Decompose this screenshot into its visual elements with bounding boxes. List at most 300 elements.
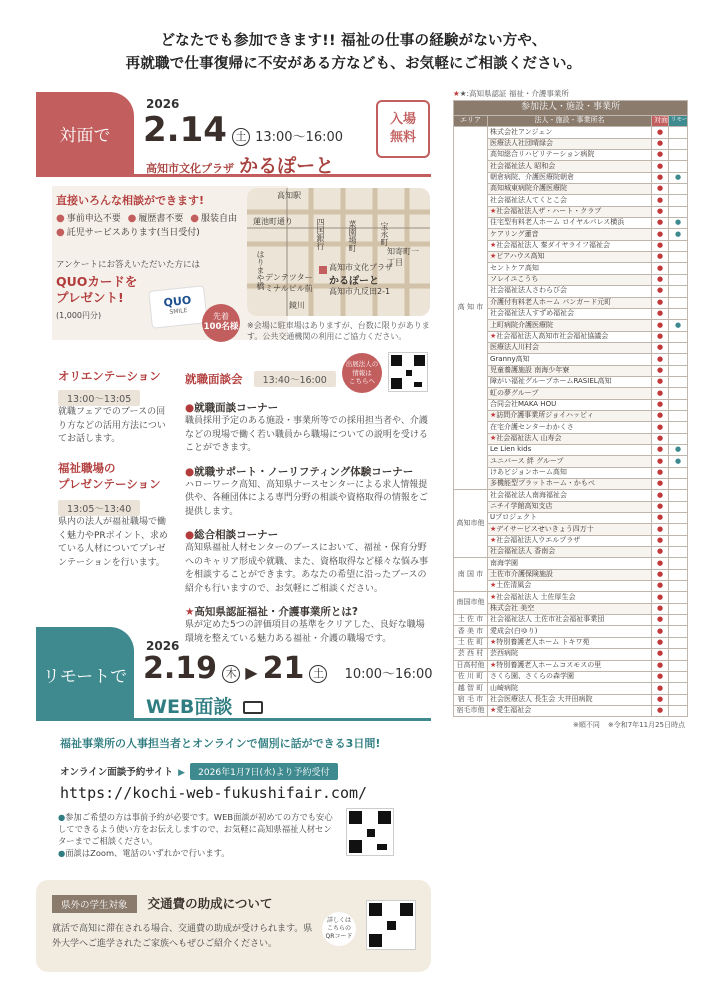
table-row xyxy=(454,240,688,251)
table-footer xyxy=(453,720,687,730)
facility-name xyxy=(488,308,652,319)
student-tag: 県外の学生対象 xyxy=(52,895,137,913)
remote-mark xyxy=(669,365,688,376)
facility-name-text: ピアハウス高知 xyxy=(496,252,545,261)
face-mark: ● xyxy=(652,433,669,444)
remote-mark xyxy=(669,592,688,603)
map-address: 高知市九反田2-1 xyxy=(329,287,391,296)
facility-name xyxy=(488,342,652,353)
face-mark: ● xyxy=(652,535,669,546)
table-row xyxy=(454,286,688,297)
table-row xyxy=(454,150,688,161)
remote-date-start: 2.19 xyxy=(143,651,218,686)
transport-header xyxy=(52,893,272,913)
facility-name xyxy=(488,547,652,558)
facility-name xyxy=(488,467,652,478)
facility-name xyxy=(488,399,652,410)
face-mark: ● xyxy=(652,184,669,195)
face-mark: ● xyxy=(652,320,669,331)
headline-line1: どなたでも参加できます!! 福祉の仕事の経験がない方や、 xyxy=(160,33,547,49)
col-area: エリア xyxy=(454,116,488,127)
area-cell: 高知市他 xyxy=(454,490,488,558)
quo-line2: プレゼント! xyxy=(56,290,124,305)
certified-star-icon: ★ xyxy=(490,411,497,420)
remote-mark xyxy=(669,581,688,592)
table-row xyxy=(454,615,688,626)
remote-mark xyxy=(669,683,688,694)
face-mark: ● xyxy=(652,263,669,274)
table-row xyxy=(454,422,688,433)
corner-list xyxy=(185,400,430,646)
table-row xyxy=(454,342,688,353)
table-row xyxy=(454,308,688,319)
remote-date-end: 21 xyxy=(262,651,305,686)
transport-title: 交通費の助成について xyxy=(147,896,273,911)
face-mark: ● xyxy=(652,649,669,660)
corner-1-text: 職員採用予定のある施設・事業所等での採用担当者や、介護などの現場で働く若い職員から職場についての説明を受けることができます。 xyxy=(185,416,428,453)
table-legend: ★★:高知県認証 福祉・介護事業所 xyxy=(453,89,569,98)
facility-name-text: 社会福祉法人南海福祉会 xyxy=(490,490,567,499)
remote-lead: 福祉事業所の人事担当者とオンラインで個別に話ができる3日間! xyxy=(60,737,381,750)
remote-mark xyxy=(669,410,688,421)
facility-name-text: 在宅介護センターわかくさ xyxy=(490,422,574,431)
facility-name xyxy=(488,592,652,603)
table-row xyxy=(454,683,688,694)
facility-name-text: 訪問介護事業所ジョイハッピィ xyxy=(496,411,594,420)
remote-mark xyxy=(669,513,688,524)
facility-name-text: 株式会社 美空 xyxy=(490,604,535,613)
facility-name xyxy=(488,422,652,433)
transport-qr-code[interactable] xyxy=(366,900,416,950)
free-entry-badge xyxy=(376,100,430,158)
area-cell: 宿毛市他 xyxy=(454,705,488,716)
facility-name-text: Uプロジェクト xyxy=(490,513,537,522)
remote-dow-end: 土 xyxy=(309,665,327,683)
table-row xyxy=(454,252,688,263)
table-row xyxy=(454,592,688,603)
facility-name-text: けあビジョンホーム高知 xyxy=(490,467,567,476)
area-cell: 南国市他 xyxy=(454,592,488,615)
remote-mark xyxy=(669,127,688,138)
facility-name xyxy=(488,286,652,297)
remote-mark xyxy=(669,195,688,206)
remote-mark: ● xyxy=(669,320,688,331)
remote-mark xyxy=(669,206,688,217)
facility-name xyxy=(488,581,652,592)
free-badge-line2: 無料 xyxy=(389,130,416,145)
facility-name xyxy=(488,490,652,501)
map-venue-label: 高知市文化プラザ xyxy=(329,263,393,272)
table-row xyxy=(454,195,688,206)
face-mark: ● xyxy=(652,195,669,206)
map-bank: 四国銀行 xyxy=(316,218,325,250)
certified-star-icon: ★ xyxy=(490,660,497,669)
map-harimaya: はりまや橋 xyxy=(256,250,265,290)
certified-star-icon: ★ xyxy=(490,536,497,545)
presentation-time xyxy=(58,497,140,516)
facility-name xyxy=(488,410,652,421)
facility-name-text: 愛成会(白ゆり) xyxy=(490,626,538,635)
remote-mark: ● xyxy=(669,172,688,183)
facility-name-text: 社会福祉法人すずめ福祉会 xyxy=(490,309,575,318)
certified-star-icon: ★ xyxy=(490,207,497,216)
face-mark: ● xyxy=(652,274,669,285)
remote-time: 10:00〜16:00 xyxy=(344,667,433,682)
facility-name xyxy=(488,694,652,705)
facility-name-text: 虹の夢グループ xyxy=(490,388,539,397)
remote-year: 2026 xyxy=(146,639,180,653)
site-label: オンライン面談予約サイト xyxy=(60,767,174,778)
table-title: 参加法人・施設・事業所 xyxy=(454,101,688,116)
facility-name xyxy=(488,320,652,331)
facility-name xyxy=(488,501,652,512)
area-cell: 土 佐 市 xyxy=(454,615,488,626)
presentation-time-pill: 13:05〜13:40 xyxy=(58,500,140,516)
remote-mark xyxy=(669,342,688,353)
remote-mark xyxy=(669,479,688,490)
headline xyxy=(0,30,707,76)
face-mark: ● xyxy=(652,297,669,308)
facility-name-text: 社会福祉法人高知市社会福祉協議会 xyxy=(496,331,609,340)
table-row xyxy=(454,467,688,478)
remote-note-2: ●面談はZoom、電話のいずれかで行います。 xyxy=(58,848,230,858)
quo-card-smile: SMILE xyxy=(169,307,188,316)
certified-star-icon: ★ xyxy=(490,241,497,250)
table-row xyxy=(454,161,688,172)
feature-list xyxy=(56,211,237,224)
facility-name-text: 社会福祉法人 昭和会 xyxy=(490,161,556,170)
facility-name-text: 特別養護老人ホーム トキワ苑 xyxy=(496,638,590,647)
face-mark: ● xyxy=(652,365,669,376)
facility-name xyxy=(488,252,652,263)
remote-mark xyxy=(669,649,688,660)
facility-name xyxy=(488,569,652,580)
facility-name-text: 山崎病院 xyxy=(490,683,518,692)
facility-name-text: 合同会社MAKA HOU xyxy=(490,399,557,408)
remote-mark xyxy=(669,422,688,433)
laptop-icon xyxy=(243,701,263,714)
facility-name xyxy=(488,127,652,138)
reservation-qr-code[interactable] xyxy=(346,808,394,856)
table-row xyxy=(454,524,688,535)
face-mark: ● xyxy=(652,286,669,297)
facility-name xyxy=(488,388,652,399)
quo-card-logo: QUO xyxy=(162,293,192,310)
web-interview-title xyxy=(146,692,263,719)
facility-name xyxy=(488,172,652,183)
table-row xyxy=(454,206,688,217)
facility-name xyxy=(488,274,652,285)
remote-mark xyxy=(669,308,688,319)
facility-name-text: 特別養護老人ホームコスモスの里 xyxy=(496,660,602,669)
face-year: 2026 xyxy=(146,97,180,111)
corner-2-title: ●就職サポート・ノーリフティング体験コーナー xyxy=(185,465,414,478)
face-mark: ● xyxy=(652,150,669,161)
first-badge-line2: 100名様 xyxy=(203,322,239,332)
table-row xyxy=(454,547,688,558)
face-tag: 対面で xyxy=(36,92,134,174)
transport-text: 就活で高知に滞在される場合、交通費の助成が受けられます。県外大学へご進学されたご家族へもぜひご紹介ください。 xyxy=(52,924,313,949)
facility-name xyxy=(488,444,652,455)
remote-mark xyxy=(669,297,688,308)
corner-2-text: ハローワーク高知、高知県ナースセンターによる求人情報提供や、各種団体による専門分野の相談や資格取得の情報をご提供します。 xyxy=(185,479,428,517)
certified-star-icon: ★ xyxy=(490,592,497,601)
area-cell: 宿 毛 市 xyxy=(454,694,488,705)
facility-name-text: 社会福祉法人ウエルプラザ xyxy=(496,536,581,545)
face-datetime xyxy=(143,110,343,150)
col-remote: リモート xyxy=(669,116,688,127)
facility-name xyxy=(488,456,652,467)
table-row xyxy=(454,184,688,195)
transport-qr-note xyxy=(322,912,356,946)
face-mark: ● xyxy=(652,172,669,183)
facility-name xyxy=(488,150,652,161)
facility-name-text: Granny高知 xyxy=(490,354,530,363)
face-mark: ● xyxy=(652,161,669,172)
remote-mark xyxy=(669,671,688,682)
facility-name-text: 社会福祉法人 土佐厚生会 xyxy=(496,592,576,601)
face-mark: ● xyxy=(652,569,669,580)
free-badge-line1: 入場 xyxy=(389,112,416,127)
table-row xyxy=(454,671,688,682)
area-cell: 日高村他 xyxy=(454,660,488,671)
table-row xyxy=(454,637,688,648)
remote-mark xyxy=(669,501,688,512)
corner-3-text: 高知県福祉人材センターのブースにおいて、福祉・保育分野へのキャリア形成や就職、また、資格取得など様々な悩み事を相談することができます。あなたの希望に沿ったブースの紹介も行いますので、お気軽にご相談ください。 xyxy=(185,543,429,594)
qr-badge-2: 情報は xyxy=(352,368,372,377)
facility-name-text: 医療法人社団晴緑会 xyxy=(490,139,553,147)
quo-intro: アンケートにお答えいただいた方には xyxy=(56,260,200,270)
table-row xyxy=(454,660,688,671)
remote-mark xyxy=(669,433,688,444)
face-mark: ● xyxy=(652,513,669,524)
remote-mark xyxy=(669,274,688,285)
facility-name xyxy=(488,218,652,229)
facility-name xyxy=(488,524,652,535)
certified-star-icon: ★ xyxy=(490,331,497,340)
orientation-text: 就職フェアでのブースの回り方などの活用方法についてお話します。 xyxy=(58,407,166,444)
remote-mark: ● xyxy=(669,456,688,467)
qr-note-2: こちらの xyxy=(326,925,351,932)
consult-title: 直接いろんな相談ができます! xyxy=(56,194,205,207)
facility-name xyxy=(488,705,652,716)
childcare: ● 託児サービスあります(当日受付) xyxy=(56,225,200,238)
certified-star-icon: ★ xyxy=(490,581,497,590)
face-mark: ● xyxy=(652,501,669,512)
facility-name-text: 障がい福祉グループホームRASIEL高知 xyxy=(490,377,612,386)
area-cell: 南 国 市 xyxy=(454,558,488,592)
table-row xyxy=(454,229,688,240)
arrow-right-icon: ▶ xyxy=(178,768,186,778)
table-row xyxy=(454,331,688,342)
qr-badge-1: 出展法人の xyxy=(345,360,379,368)
face-mark: ● xyxy=(652,240,669,251)
remote-mark xyxy=(669,569,688,580)
table-row xyxy=(454,297,688,308)
face-mark: ● xyxy=(652,388,669,399)
face-mark: ● xyxy=(652,229,669,240)
table-row xyxy=(454,649,688,660)
remote-mark: ● xyxy=(669,218,688,229)
face-time: 13:00〜16:00 xyxy=(255,130,344,145)
face-mark: ● xyxy=(652,376,669,387)
table-row xyxy=(454,388,688,399)
qr-note-3: QRコード xyxy=(325,933,353,940)
col-name: 法人・施設・事業所名 xyxy=(488,116,652,127)
presentation-title xyxy=(58,460,161,492)
certified-star-icon: ★ xyxy=(490,433,497,442)
remote-mark xyxy=(669,705,688,716)
facility-name-text: 社会福祉法人ザ・ハート・クラブ xyxy=(496,207,602,216)
presentation-title-2: プレゼンテーション xyxy=(58,477,161,491)
facility-name-text: 土佐市介護保険施設 xyxy=(490,570,553,579)
face-mark: ● xyxy=(652,592,669,603)
transport-panel xyxy=(36,880,431,972)
footer-right: ※令和7年11月25日時点 xyxy=(607,721,685,730)
map-saienba: 菜園場町 xyxy=(348,220,357,252)
certified-title: ★高知県認証福祉・介護事業所とは? xyxy=(185,606,359,618)
face-mark: ● xyxy=(652,626,669,637)
facility-name xyxy=(488,195,652,206)
remote-mark xyxy=(669,240,688,251)
facility-name xyxy=(488,365,652,376)
table-row xyxy=(454,274,688,285)
table-body xyxy=(454,127,688,717)
facility-name xyxy=(488,615,652,626)
face-mark: ● xyxy=(652,206,669,217)
remote-mark xyxy=(669,331,688,342)
map-river: 鏡川 xyxy=(289,301,305,310)
facility-name-text: 社会福祉法人てくとこ会 xyxy=(490,195,567,204)
remote-mark xyxy=(669,694,688,705)
facility-name xyxy=(488,138,652,149)
remote-mark xyxy=(669,399,688,410)
face-mark: ● xyxy=(652,705,669,716)
remote-mark xyxy=(669,524,688,535)
face-mark: ● xyxy=(652,615,669,626)
exhibitor-qr-code[interactable] xyxy=(388,352,428,392)
footer-left: ※順不同 xyxy=(573,721,600,730)
face-mark: ● xyxy=(652,558,669,569)
feature-1: ● 事前申込不要 xyxy=(56,214,121,224)
quo-line1: QUOカードを xyxy=(56,274,138,289)
table-row xyxy=(454,263,688,274)
table-row xyxy=(454,172,688,183)
face-mark: ● xyxy=(652,671,669,682)
table-row xyxy=(454,603,688,614)
qr-badge-3: こちらへ xyxy=(349,377,375,385)
facility-name-text: 社会福祉法人 土佐市社会福祉事業団 xyxy=(490,615,605,624)
facility-name xyxy=(488,660,652,671)
facility-name xyxy=(488,603,652,614)
remote-datetime xyxy=(143,651,433,686)
orientation-title: オリエンテーション xyxy=(58,369,161,383)
face-mark: ● xyxy=(652,218,669,229)
map-hoei: 宝永町 xyxy=(380,222,389,246)
face-mark: ● xyxy=(652,524,669,535)
remote-mark xyxy=(669,354,688,365)
facility-name xyxy=(488,184,652,195)
table-row xyxy=(454,558,688,569)
facility-name-text: 高知城東病院介護医療院 xyxy=(490,184,567,193)
interview-header xyxy=(185,368,336,387)
table-row xyxy=(454,581,688,592)
facility-name xyxy=(488,649,652,660)
facility-name-text: 社会福祉法人 香南会 xyxy=(490,547,556,556)
map-street: 蓮池町通り xyxy=(253,217,293,226)
remote-tag: リモートで xyxy=(36,627,134,721)
facility-name xyxy=(488,229,652,240)
corner-3-title: ●総合相談コーナー xyxy=(185,529,279,541)
remote-mark xyxy=(669,626,688,637)
area-cell: 越 智 町 xyxy=(454,683,488,694)
participants-table xyxy=(453,100,693,730)
corner-1-title: ●就職面談コーナー xyxy=(185,402,279,414)
map-venue-name: かるぽーと xyxy=(329,276,379,287)
remote-mark xyxy=(669,263,688,274)
facility-name xyxy=(488,626,652,637)
arrow-icon: ▶ xyxy=(245,663,258,682)
face-mark: ● xyxy=(652,694,669,705)
certified-star-icon: ★ xyxy=(490,706,497,715)
face-date: 2.14 xyxy=(143,110,227,150)
facility-name-text: 多機能型ブラットホーム・かもべ xyxy=(490,479,595,488)
area-cell: 土 佐 町 xyxy=(454,637,488,648)
facility-name-text: 児童養護施設 南海少年寮 xyxy=(490,365,570,374)
first-badge-line1: 先着 xyxy=(213,312,229,321)
face-mark: ● xyxy=(652,138,669,149)
remote-mark: ● xyxy=(669,229,688,240)
face-mark: ● xyxy=(652,479,669,490)
face-mark: ● xyxy=(652,603,669,614)
venue-name: かるぽーと xyxy=(239,155,335,177)
face-mark: ● xyxy=(652,422,669,433)
facility-name-text: Le Lien kids xyxy=(490,445,532,454)
area-cell: 香 美 市 xyxy=(454,626,488,637)
facility-name xyxy=(488,161,652,172)
area-cell: 佐 川 町 xyxy=(454,671,488,682)
remote-mark xyxy=(669,535,688,546)
facility-name xyxy=(488,479,652,490)
remote-note-1: ●参加ご希望の方は事前予約が必要です。WEB面談が初めての方でも安心してできるよう使い方をお伝えしますので、お気軽に高知県福祉人材センターまでご相談ください。 xyxy=(58,812,333,846)
face-mark: ● xyxy=(652,660,669,671)
reservation-url[interactable]: https://kochi-web-fukushifair.com/ xyxy=(60,784,368,802)
feature-2: ● 履歴書不要 xyxy=(128,214,184,224)
face-venue xyxy=(146,151,334,178)
facility-name xyxy=(488,354,652,365)
face-mark: ● xyxy=(652,410,669,421)
remote-mark xyxy=(669,615,688,626)
table-row xyxy=(454,513,688,524)
table-row xyxy=(454,354,688,365)
map-station: 高知駅 xyxy=(277,191,301,200)
table-row xyxy=(454,410,688,421)
facility-name xyxy=(488,240,652,251)
table-row xyxy=(454,694,688,705)
interview-time: 13:40〜16:00 xyxy=(254,371,336,387)
parking-note: ※会場に駐車場はありますが、台数に限りがあります。公共交通機関の利用にご協力ください。 xyxy=(247,321,430,341)
facility-name xyxy=(488,206,652,217)
remote-dow-start: 木 xyxy=(222,665,240,683)
facility-name-text: 社会福祉法人 秦ダイヤライフ福祉会 xyxy=(496,241,610,250)
facility-name xyxy=(488,513,652,524)
face-mark: ● xyxy=(652,637,669,648)
facility-name xyxy=(488,263,652,274)
remote-mark xyxy=(669,286,688,297)
remote-mark xyxy=(669,467,688,478)
headline-line2: 再就職で仕事復帰に不安がある方なども、お気軽にご相談ください。 xyxy=(125,56,582,72)
facility-name xyxy=(488,683,652,694)
